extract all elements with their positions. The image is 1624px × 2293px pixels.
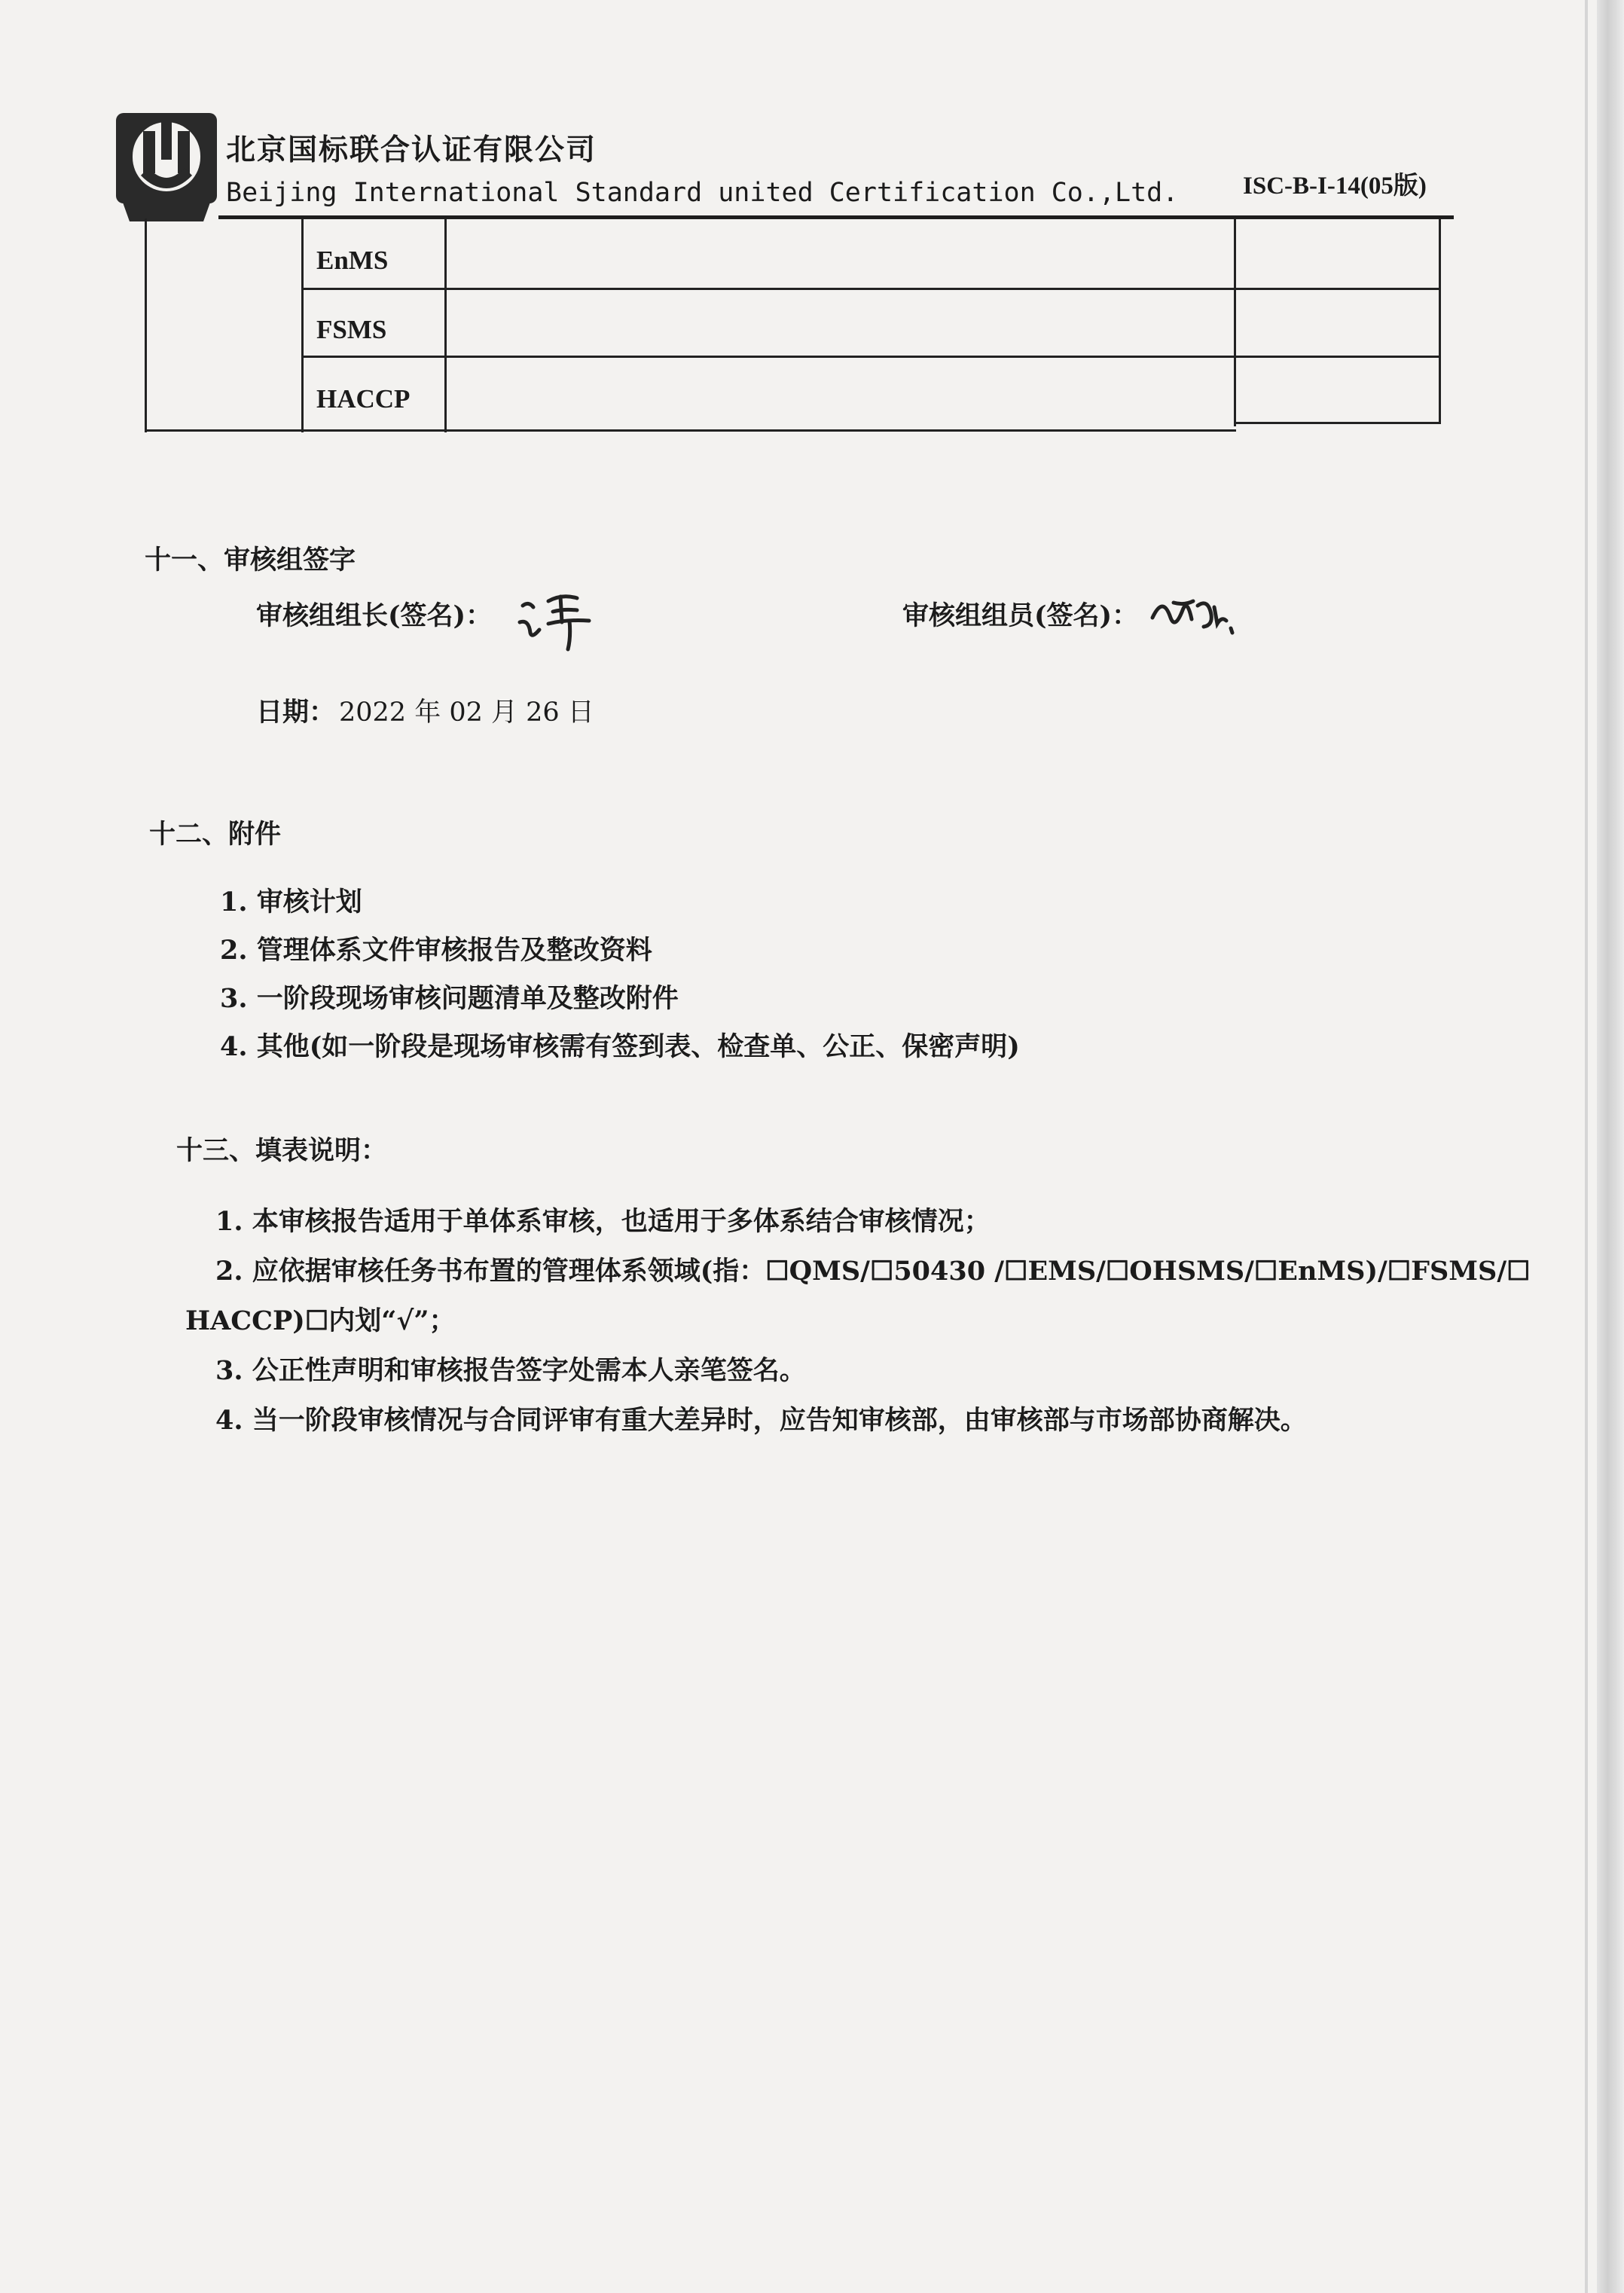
- leader-signature: [515, 580, 606, 655]
- attachment-item: 3. 一阶段现场审核问题清单及整改附件: [220, 983, 679, 1014]
- member-signature: [1148, 588, 1238, 640]
- section-12-title: 十二、附件: [149, 819, 282, 850]
- leader-signature-label: 审核组组长(签名)：: [256, 600, 493, 631]
- instruction-item-continued: HACCP)☐内划“√”；: [185, 1305, 456, 1336]
- instruction-item: 4. 当一阶段审核情况与合同评审有重大差异时，应告知审核部，由审核部与市场部协商解决。: [215, 1405, 1307, 1436]
- company-name-en: Beijing International Standard united Certification Co.,Ltd.: [226, 178, 1179, 208]
- attachment-item: 2. 管理体系文件审核报告及整改资料: [220, 935, 652, 966]
- table-row-label: FSMS: [316, 315, 387, 344]
- instruction-item: 1. 本审核报告适用于单体系审核，也适用于多体系结合审核情况；: [215, 1206, 991, 1237]
- page-edge-line: [1585, 0, 1588, 2293]
- section-13-title: 十三、填表说明：: [176, 1135, 388, 1166]
- company-logo: [114, 111, 218, 224]
- instruction-item: 3. 公正性声明和审核报告签字处需本人亲笔签名。: [215, 1355, 806, 1386]
- instruction-item: 2. 应依据审核任务书布置的管理体系领域(指：☐QMS/☐50430 /☐EMS/☐OHSMS/☐EnMS)/☐FSMS/☐: [215, 1256, 1531, 1287]
- attachment-item: 4. 其他(如一阶段是现场审核需有签到表、检查单、公正、保密声明): [220, 1031, 1020, 1062]
- date-label: 日期：: [256, 697, 336, 728]
- date-value: 2022 年 02 月 26 日: [339, 698, 594, 728]
- section-11-title: 十一、审核组签字: [145, 545, 356, 576]
- form-code: ISC-B-I-14(05版): [1243, 173, 1427, 200]
- table-row-label: EnMS: [316, 246, 389, 275]
- standards-table: [145, 218, 1442, 432]
- company-name-cn: 北京国标联合认证有限公司: [226, 133, 597, 167]
- member-signature-label: 审核组组员(签名)：: [902, 600, 1139, 631]
- attachment-item: 1. 审核计划: [220, 887, 362, 918]
- page-edge: [1597, 0, 1624, 2293]
- table-row-label: HACCP: [316, 384, 411, 414]
